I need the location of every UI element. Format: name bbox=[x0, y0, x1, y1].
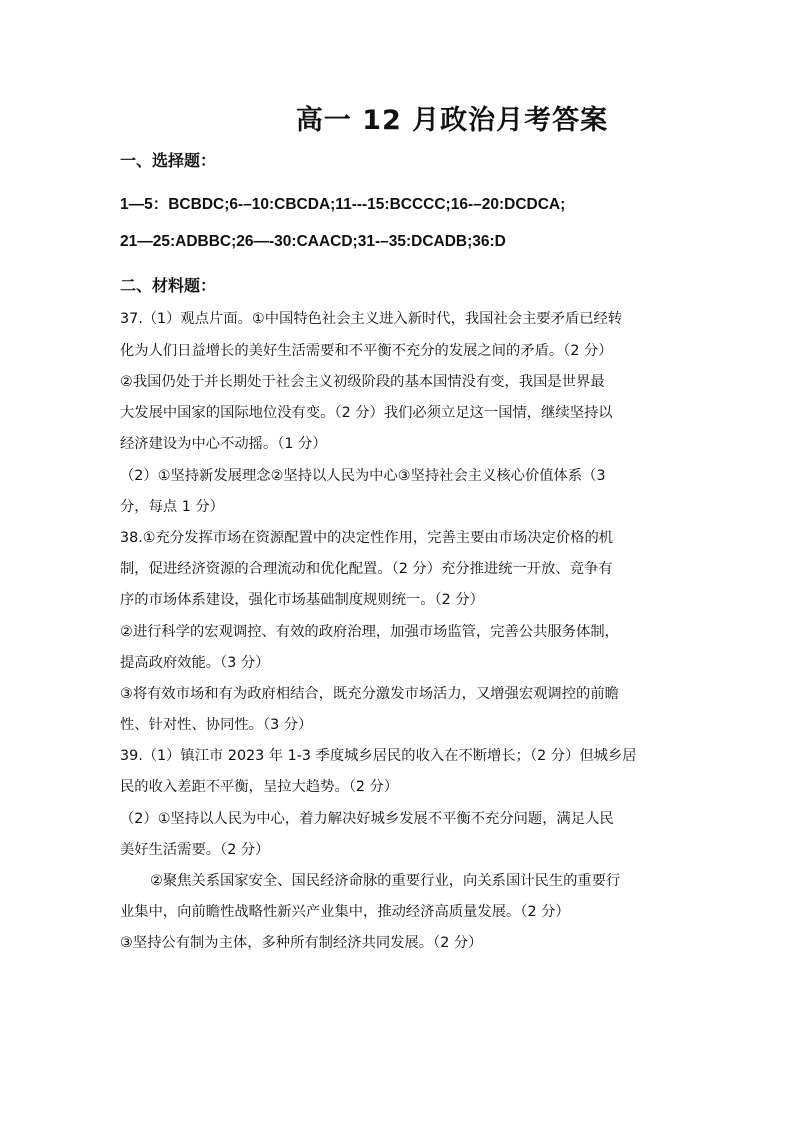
q38-line-2: 制，促进经济资源的合理流动和优化配置。（2 分）充分推进统一开放、竞争有 bbox=[120, 561, 613, 577]
q38-line-6: ③将有效市场和有为政府相结合，既充分激发市场活力，又增强宏观调控的前瞻 bbox=[120, 686, 619, 702]
q38-line-3: 序的市场体系建设，强化市场基础制度规则统一。（2 分） bbox=[120, 592, 484, 608]
q38-line-7: 性、针对性、协同性。（3 分） bbox=[120, 717, 313, 733]
q39-part2-line-5: ③坚持公有制为主体，多种所有制经济共同发展。（2 分） bbox=[120, 935, 483, 951]
q39-part2-line-2: 美好生活需要。（2 分） bbox=[120, 842, 270, 858]
q37-line-2: 化为人们日益增长的美好生活需要和不平衡不充分的发展之间的矛盾。（2 分） bbox=[120, 343, 613, 359]
q37-part2-line-2: 分，每点 1 分） bbox=[120, 499, 224, 515]
page-title: 高一 12 月政治月考答案 bbox=[295, 105, 609, 136]
q39-line-2: 民的收入差距不平衡，呈拉大趋势。（2 分） bbox=[120, 779, 399, 795]
q39-part2-line-1: （2）①坚持以人民为中心，着力解决好城乡发展不平衡不充分问题，满足人民 bbox=[120, 811, 614, 827]
material-section-heading: 二、材料题： bbox=[120, 276, 217, 295]
q37-line-1: 37.（1）观点片面。①中国特色社会主义进入新时代，我国社会主要矛盾已经转 bbox=[120, 311, 623, 327]
q38-line-4: ②进行科学的宏观调控、有效的政府治理，加强市场监管，完善公共服务体制， bbox=[120, 624, 619, 640]
q39-part2-line-4: 业集中，向前瞻性战略性新兴产业集中，推动经济高质量发展。（2 分） bbox=[120, 904, 570, 920]
choice-section-heading: 一、选择题： bbox=[120, 151, 217, 170]
q37-line-3: ②我国仍处于并长期处于社会主义初级阶段的基本国情没有变，我国是世界最 bbox=[120, 374, 605, 390]
q37-line-5: 经济建设为中心不动摇。（1 分） bbox=[120, 436, 327, 452]
choice-answers-line-1: 1—5：BCBDC;6-–10:CBCDA;11---15:BCCCC;16-–20:DCDCA; bbox=[120, 196, 566, 213]
q39-part2-line-3: ②聚焦关系国家安全、国民经济命脉的重要行业，向关系国计民生的重要行 bbox=[150, 873, 621, 889]
q39-line-1: 39.（1）镇江市 2023 年 1-3 季度城乡居民的收入在不断增长；（2 分）但城乡居 bbox=[120, 748, 637, 764]
q37-line-4: 大发展中国家的国际地位没有变。（2 分）我们必须立足这一国情，继续坚持以 bbox=[120, 405, 613, 421]
q37-part2-line-1: （2）①坚持新发展理念②坚持以人民为中心③坚持社会主义核心价值体系（3 bbox=[120, 468, 606, 484]
q38-line-1: 38.①充分发挥市场在资源配置中的决定性作用，完善主要由市场决定价格的机 bbox=[120, 530, 614, 546]
q38-line-5: 提高政府效能。（3 分） bbox=[120, 655, 270, 671]
choice-answers-line-2: 21—25:ADBBC;26—-30:CAACD;31-–35:DCADB;36:D bbox=[120, 233, 506, 250]
